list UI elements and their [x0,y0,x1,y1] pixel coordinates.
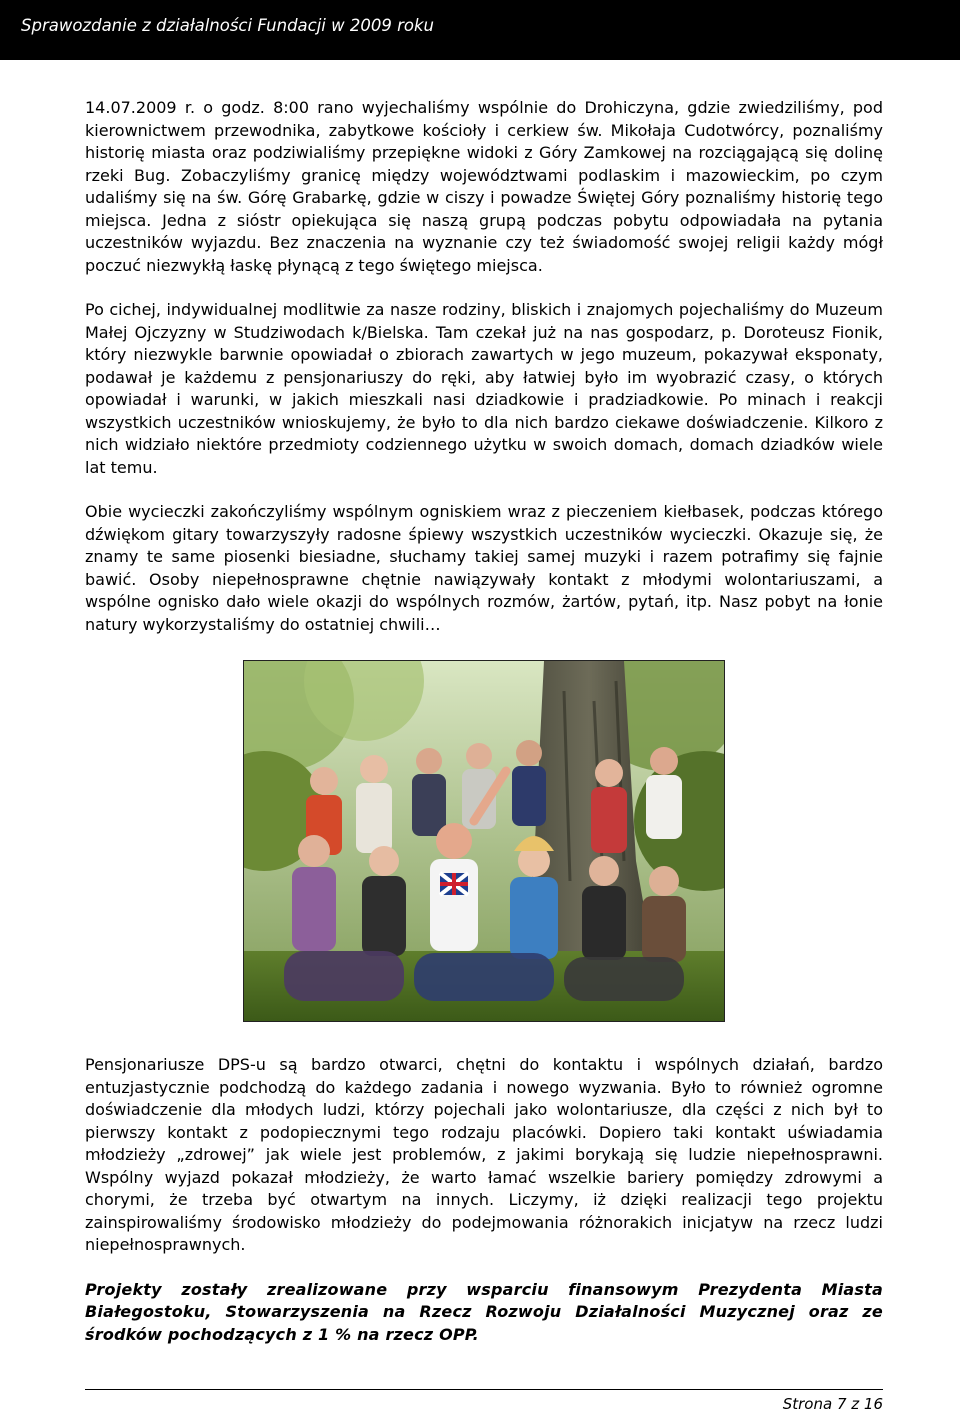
header-title: Sprawozdanie z działalności Fundacji w 2009 roku [21,16,435,35]
paragraph-bonfire: Obie wycieczki zakończyliśmy wspólnym ogniskiem wraz z pieczeniem kiełbasek, podczas którego dźwiękom gitary towarzyszyły radosne śpiewy wszystkich uczestników wycieczki. Okazuje się, że znamy te same piosenki biesiadne, słuchamy takiej samej muzyki i razem potrafimy się fajnie bawić. Osoby niepełnosprawne chętnie nawiązywały kontakt z młodymi wolontariuszami, a wspólne ognisko dało wiele okazji do wspólnych rozmów, żartów, pytań, itp. Nasz pobyt na łonie natury wykorzystaliśmy do ostatniej chwili… [85,502,883,634]
page-number: Strona 7 z 16 [782,1395,883,1413]
paragraph-dps-residents: Pensjonariusze DPS-u są bardzo otwarci, chętni do kontaktu i wspólnych działań, bardzo entuzjastycznie podchodzą do każdego zadania i nowego wyzwania. Było to również ogromne doświadczenie dla młodych ludzi, którzy pojechali jako wolontariusze, dla części z nich był to pierwszy kontakt z podopiecznymi tego rodzaju placówki. Dopiero taki kontakt uświadamia młodzieży „zdrowej” jak wiele jest problemów, z jakimi borykają się ludzie niepełnosprawni. Wspólny wyjazd pokazał młodzieży, że warto łamać wszelkie bariery pomiędzy zdrowymi a chorymi, że trzeba być otwartym na innych. Liczymy, iż dzięki realizacji tego projektu zainspirowaliśmy środowisko młodzieży do podejmowania różnorakich inicjatyw na rzecz ludzi niepełnosprawnych. [85,1055,883,1254]
paragraph-funding-note: Projekty zostały zrealizowane przy wsparciu finansowym Prezydenta Miasta Białegostoku, Stowarzyszenia na Rzecz Rozwoju Działalności Muzycznej oraz ze środków pochodzących z 1 % na rzecz OPP. [85,1279,883,1344]
page-header [0,0,960,60]
footer-divider [85,1389,883,1390]
paragraph-drohiczyn-trip: 14.07.2009 r. o godz. 8:00 rano wyjechaliśmy wspólnie do Drohiczyna, gdzie zwiedziliśmy, pod kierownictwem przewodnika, zabytkowe kościoły i cerkiew św. Mikołaja Cudotwórcy, poznaliśmy historię miasta oraz podziwialiśmy przepiękne widoki z Góry Zamkowej na rozciągającą się dolinę rzeki Bug. Zobaczyliśmy granicę między województwami podlaskim i mazowieckim, po czym udaliśmy się na św. Górę Grabarkę, gdzie w ciszy i powadze Świętej Góry poznaliśmy historię tego miejsca. Jedna z sióstr opiekująca się naszą grupą podczas pobytu odpowiadała na pytania uczestników wyjazdu. Bez znaczenia na wyznanie czy też świadomość swojej religii każdy mógł poczuć niezwykłą łaskę płynącą z tego świętego miejsca. [85,98,883,275]
paragraph-museum-visit: Po cichej, indywidualnej modlitwie za nasze rodziny, bliskich i znajomych pojechaliśmy do Muzeum Małej Ojczyzny w Studziwodach k/Bielska. Tam czekał już na nas gospodarz, p. Doroteusz Fionik, który niezwykle barwnie opowiadał o zbiorach zawartych w jego muzeum, pokazywał eksponaty, podawał je każdemu z pensjonariuszy do ręki, aby łatwiej było im wyobrazić czasy, o których opowiadał i warunki, w jakich mieszkali nasi dziadkowie i pradziadkowie. Po minach i reakcji wszystkich uczestników wnioskujemy, że było to dla nich bardzo ciekawe doświadczenie. Kilkoro z nich widziało niektóre przedmioty codziennego użytku w swoich domach, domach dziadków wiele lat temu. [85,300,883,477]
group-photo [243,660,725,1022]
document-body [85,97,883,1346]
